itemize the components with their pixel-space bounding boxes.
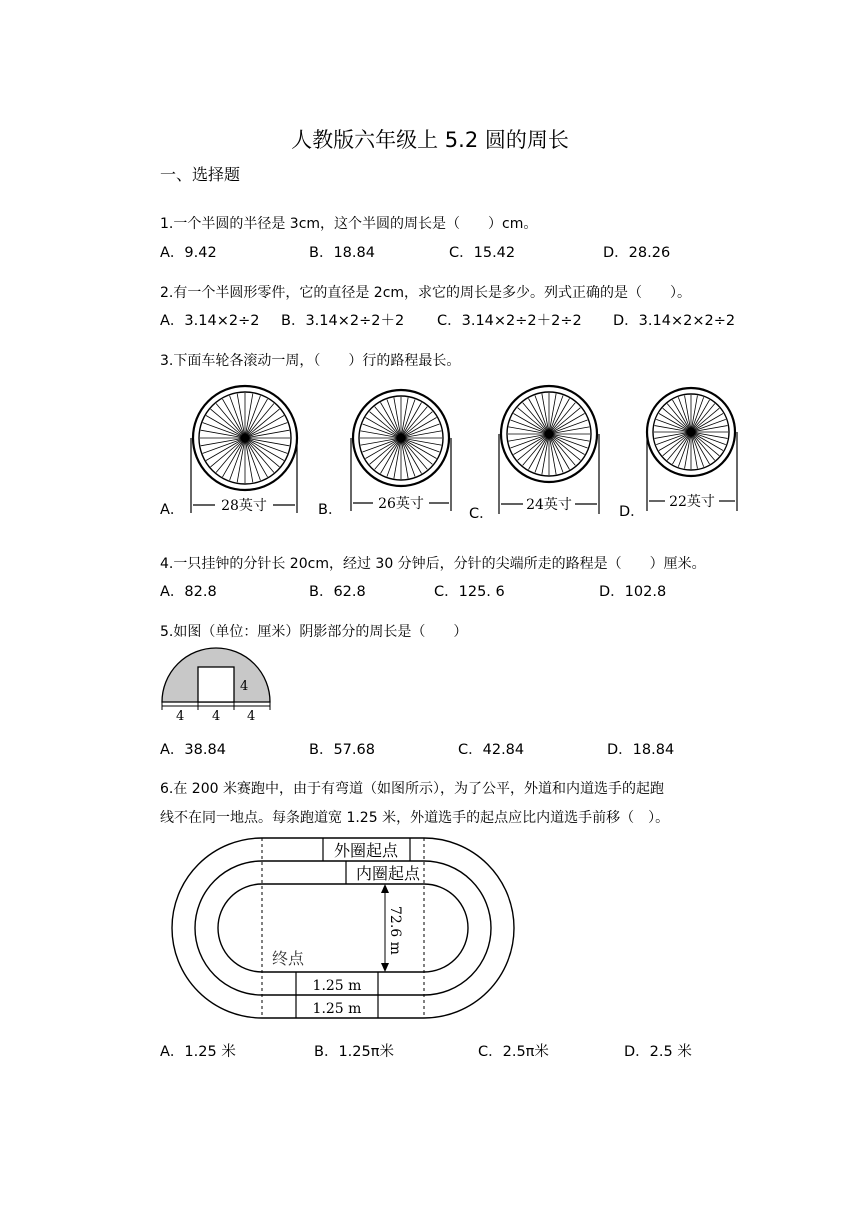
question-5-text: 5.如图（单位：厘米）阴影部分的周长是（ ）	[160, 624, 468, 640]
question-2-text: 2.有一个半圆形零件，它的直径是 2cm，求它的周长是多少。列式正确的是（ ）。	[160, 285, 692, 301]
q5-option-b[interactable]: B．57.68	[309, 742, 375, 758]
wheel-d-label: 22英寸	[669, 494, 715, 510]
q3-option-a[interactable]: A．	[160, 502, 185, 518]
straight-length-label: 72.6 m	[387, 906, 403, 955]
hub	[397, 434, 406, 443]
finish-label: 终点	[272, 949, 305, 968]
q4-option-a[interactable]: A．82.8	[160, 584, 217, 600]
q2-option-a[interactable]: A．3.14×2÷2	[160, 313, 260, 329]
lane-width-label-2: 1.25 m	[312, 1001, 362, 1017]
q4-option-c[interactable]: C．125. 6	[434, 584, 505, 600]
right-segment-label: 4	[247, 709, 256, 724]
question-3-text: 3.下面车轮各滚动一周，（ ）行的路程最长。	[160, 353, 461, 369]
wheel-b-label: 26英寸	[378, 496, 424, 512]
square-height-label: 4	[240, 679, 249, 694]
white-square	[198, 667, 234, 702]
page-title: 人教版六年级上 5.2 圆的周长	[291, 128, 569, 152]
wheel-a-figure	[185, 383, 305, 515]
middle-segment-label: 4	[212, 709, 221, 724]
hub	[687, 428, 696, 437]
q1-option-c[interactable]: C．15.42	[449, 245, 516, 261]
running-track-figure	[168, 834, 518, 1022]
q2-option-c[interactable]: C．3.14×2÷2＋2÷2	[437, 313, 582, 329]
q2-option-d[interactable]: D．3.14×2×2÷2	[613, 313, 736, 329]
q6-option-c[interactable]: C．2.5π米	[478, 1044, 549, 1060]
q1-option-d[interactable]: D．28.26	[603, 245, 671, 261]
q6-option-d[interactable]: D．2.5 米	[624, 1044, 692, 1060]
q6-option-b[interactable]: B．1.25π米	[314, 1044, 394, 1060]
q5-option-a[interactable]: A．38.84	[160, 742, 226, 758]
left-segment-label: 4	[176, 709, 185, 724]
outer-start-label: 外圈起点	[333, 841, 399, 860]
q1-option-b[interactable]: B．18.84	[309, 245, 375, 261]
question-4-text: 4.一只挂钟的分针长 20cm，经过 30 分钟后，分针的尖端所走的路程是（ ）厘米。	[160, 556, 706, 572]
inner-start-label: 内圈起点	[355, 864, 421, 883]
q4-option-d[interactable]: D．102.8	[599, 584, 667, 600]
question-6-line-1: 6.在 200 米赛跑中，由于有弯道（如图所示），为了公平，外道和内道选手的起跑	[160, 781, 664, 797]
hub	[545, 430, 554, 439]
q1-option-a[interactable]: A．9.42	[160, 245, 217, 261]
wheel-a-label: 28英寸	[221, 498, 267, 514]
lane-width-label-1: 1.25 m	[312, 978, 362, 994]
q2-option-b[interactable]: B．3.14×2÷2＋2	[281, 313, 405, 329]
section-heading: 一、选择题	[160, 165, 241, 184]
semicircle-figure	[158, 646, 274, 724]
q6-option-a[interactable]: A．1.25 米	[160, 1044, 236, 1060]
wheel-b-figure	[343, 383, 463, 515]
q3-option-b[interactable]: B．	[318, 502, 343, 518]
q5-option-c[interactable]: C．42.84	[458, 742, 525, 758]
q5-option-d[interactable]: D．18.84	[607, 742, 675, 758]
hub	[241, 434, 250, 443]
question-1-text: 1.一个半圆的半径是 3cm，这个半圆的周长是（ ）cm。	[160, 216, 538, 232]
wheel-c-label: 24英寸	[526, 497, 572, 513]
q4-option-b[interactable]: B．62.8	[309, 584, 366, 600]
wheel-c-figure	[493, 380, 613, 516]
q3-option-d[interactable]: D．	[619, 504, 645, 520]
question-6-line-2: 线不在同一地点。每条跑道宽 1.25 米，外道选手的起点应比内道选手前移（ ）。	[160, 810, 670, 826]
q3-option-c[interactable]: C．	[469, 506, 494, 522]
wheel-d-figure	[643, 385, 753, 513]
